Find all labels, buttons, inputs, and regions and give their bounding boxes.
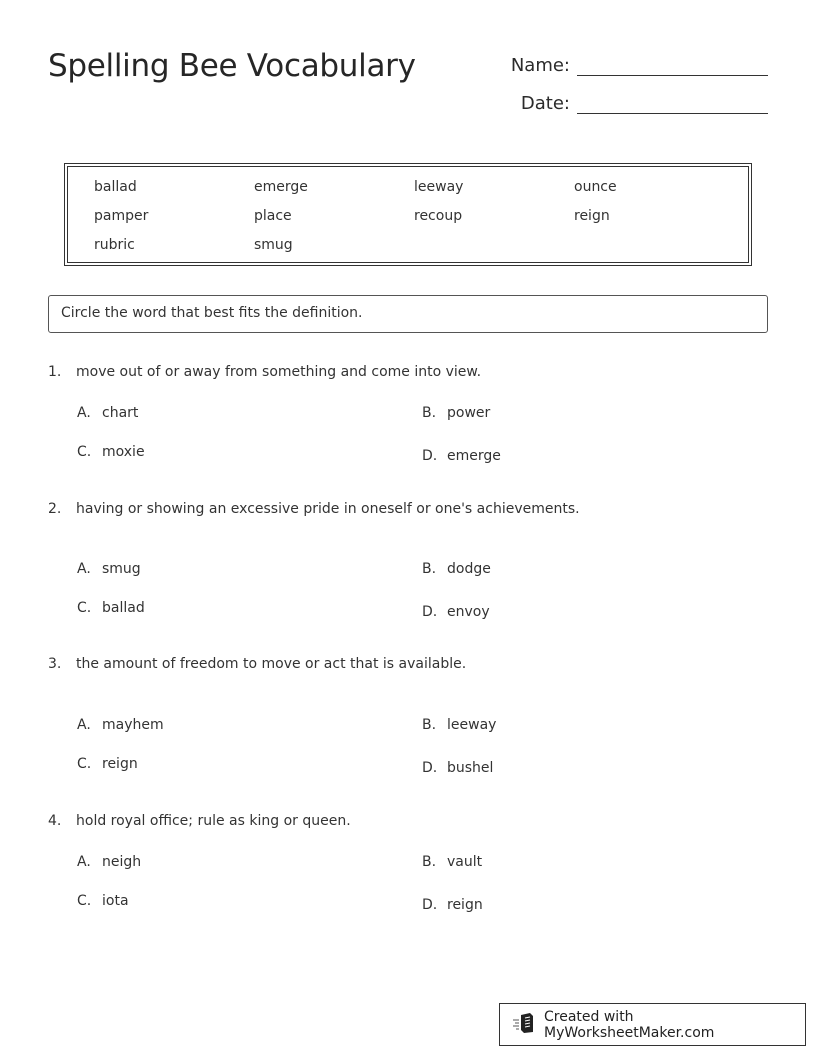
page-title: Spelling Bee Vocabulary bbox=[48, 48, 416, 84]
choice-d[interactable] bbox=[422, 897, 483, 913]
choice-letter: D. bbox=[422, 760, 438, 776]
choice-letter: A. bbox=[77, 854, 91, 870]
choice-letter: C. bbox=[77, 600, 92, 616]
question-definition: hold royal office; rule as king or queen. bbox=[76, 813, 351, 829]
date-field bbox=[500, 90, 768, 114]
choice-letter: C. bbox=[77, 756, 92, 772]
word-bank-item: pamper bbox=[94, 208, 149, 224]
choice-c[interactable] bbox=[77, 893, 129, 909]
word-bank-item: leeway bbox=[414, 179, 464, 195]
question-definition: move out of or away from something and come into view. bbox=[76, 364, 482, 380]
choice-a[interactable] bbox=[77, 405, 138, 421]
word-bank-item: ballad bbox=[94, 179, 137, 195]
choice-d[interactable] bbox=[422, 448, 501, 464]
choice-d[interactable] bbox=[422, 604, 490, 620]
choice-c[interactable] bbox=[77, 756, 138, 772]
choice-word: ballad bbox=[102, 600, 145, 616]
word-bank-item: rubric bbox=[94, 237, 135, 253]
choice-word: iota bbox=[102, 893, 129, 909]
word-bank-item: ounce bbox=[574, 179, 617, 195]
choice-d[interactable] bbox=[422, 760, 493, 776]
choice-word: leeway bbox=[447, 717, 497, 733]
word-bank-item: place bbox=[254, 208, 292, 224]
choice-word: neigh bbox=[102, 854, 142, 870]
choice-letter: B. bbox=[422, 854, 437, 870]
question-number: 4. bbox=[48, 813, 62, 829]
choice-b[interactable] bbox=[422, 717, 496, 733]
question-number: 1. bbox=[48, 364, 62, 380]
choice-letter: A. bbox=[77, 561, 91, 577]
choice-word: chart bbox=[102, 405, 139, 421]
choice-letter: B. bbox=[422, 405, 437, 421]
word-bank-item: smug bbox=[254, 237, 293, 253]
choice-letter: A. bbox=[77, 405, 91, 421]
question-number: 3. bbox=[48, 656, 62, 672]
choice-letter: D. bbox=[422, 897, 438, 913]
choice-word: power bbox=[447, 405, 491, 421]
choice-letter: A. bbox=[77, 717, 91, 733]
choice-word: emerge bbox=[447, 448, 501, 464]
choice-b[interactable] bbox=[422, 561, 491, 577]
question-4 bbox=[48, 813, 768, 913]
word-bank-item: emerge bbox=[254, 179, 308, 195]
word-bank bbox=[64, 163, 752, 266]
choice-letter: C. bbox=[77, 893, 92, 909]
footer-text: Created with MyWorksheetMaker.com bbox=[544, 1008, 715, 1041]
question-number: 2. bbox=[48, 501, 62, 517]
name-field bbox=[500, 52, 768, 76]
choice-word: bushel bbox=[447, 760, 494, 776]
choice-c[interactable] bbox=[77, 600, 145, 616]
date-label: Date: bbox=[520, 93, 570, 114]
question-1 bbox=[48, 364, 768, 464]
word-bank-item: reign bbox=[574, 208, 610, 224]
question-definition: having or showing an excessive pride in oneself or one's achievements. bbox=[76, 501, 580, 517]
name-label: Name: bbox=[510, 55, 570, 76]
choice-a[interactable] bbox=[77, 717, 164, 733]
name-blank-line[interactable] bbox=[577, 52, 768, 76]
question-2 bbox=[48, 501, 768, 620]
choice-word: moxie bbox=[102, 444, 145, 460]
question-3 bbox=[48, 656, 768, 776]
choice-word: smug bbox=[102, 561, 141, 577]
question-definition: the amount of freedom to move or act that is available. bbox=[76, 656, 467, 672]
choice-c[interactable] bbox=[77, 444, 145, 460]
choice-letter: B. bbox=[422, 717, 437, 733]
instructions-box: Circle the word that best fits the definition. bbox=[48, 295, 768, 333]
worksheet-logo-icon bbox=[512, 1012, 536, 1038]
choice-word: mayhem bbox=[102, 717, 164, 733]
choice-letter: D. bbox=[422, 604, 438, 620]
choice-word: dodge bbox=[447, 561, 491, 577]
choice-letter: C. bbox=[77, 444, 92, 460]
choice-word: vault bbox=[447, 854, 483, 870]
choice-letter: D. bbox=[422, 448, 438, 464]
word-bank-item: recoup bbox=[414, 208, 463, 224]
choice-b[interactable] bbox=[422, 405, 490, 421]
choice-a[interactable] bbox=[77, 561, 141, 577]
choice-b[interactable] bbox=[422, 854, 482, 870]
choice-word: envoy bbox=[447, 604, 490, 620]
date-blank-line[interactable] bbox=[577, 90, 768, 114]
choice-letter: B. bbox=[422, 561, 437, 577]
choice-word: reign bbox=[102, 756, 138, 772]
choice-word: reign bbox=[447, 897, 483, 913]
footer-badge[interactable] bbox=[499, 1003, 806, 1046]
choice-a[interactable] bbox=[77, 854, 141, 870]
